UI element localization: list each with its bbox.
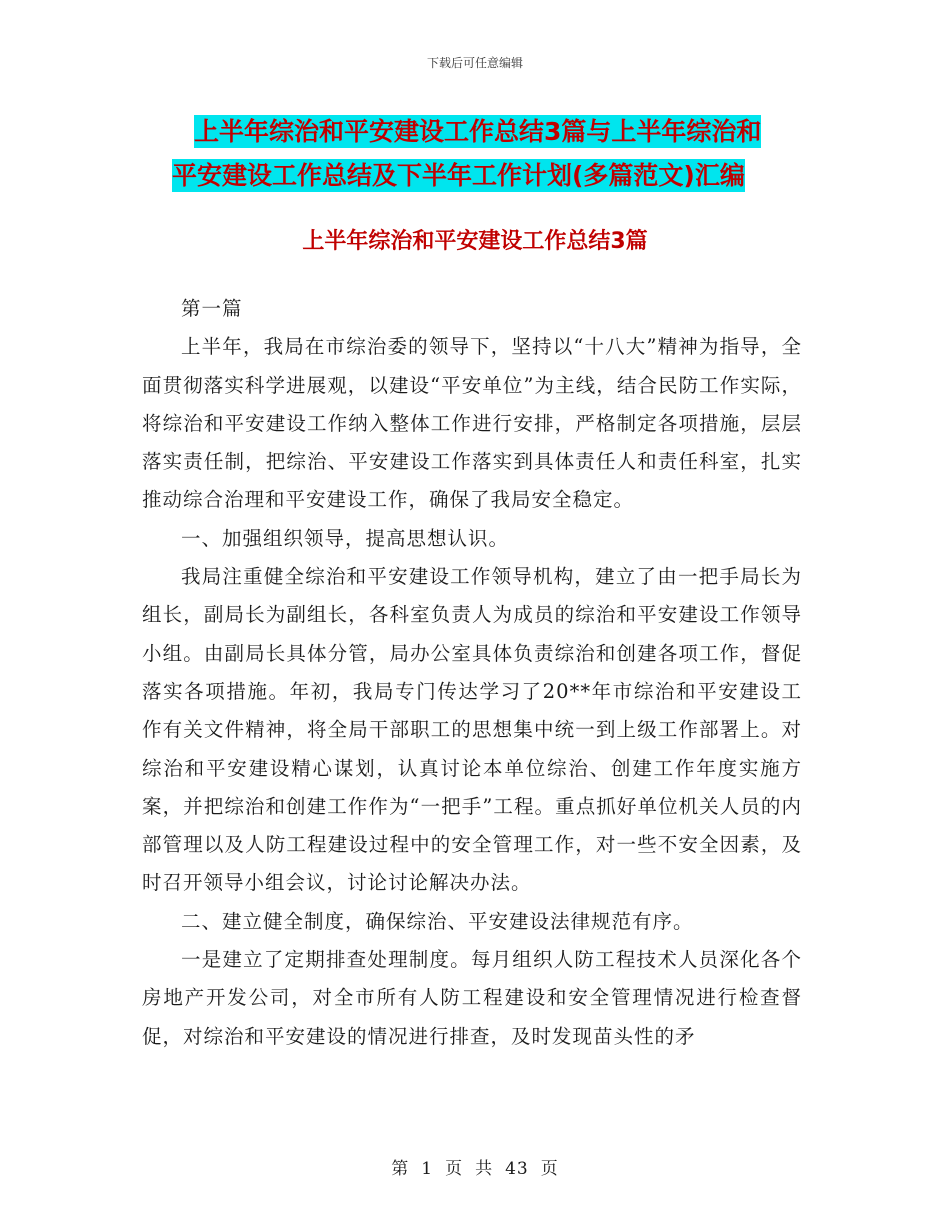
footer-page-unit: 页 bbox=[445, 1159, 464, 1179]
section-title: 上半年综治和平安建设工作总结3篇 bbox=[302, 229, 648, 254]
document-title bbox=[172, 110, 822, 198]
paragraph-body-2: 一是建立了定期排查处理制度。每月组织人防工程技术人员深化各个房地产开发公司，对全市所有人防工程建设和安全管理情况进行检查督促，对综治和平安建设的情况进行排查，及时发现苗头性的矛 bbox=[142, 948, 802, 1048]
page-number: 1 bbox=[421, 1159, 434, 1179]
footer-total-unit: 页 bbox=[540, 1159, 559, 1179]
paragraph-part-heading: 第一篇 bbox=[181, 297, 243, 320]
title-line-1-text: 上半年综治和平安建设工作总结3篇与上半年综治和 bbox=[194, 117, 762, 146]
footer-total-prefix: 共 bbox=[475, 1159, 494, 1179]
page-footer bbox=[0, 1154, 950, 1179]
document-body bbox=[142, 290, 802, 1056]
title-line-1 bbox=[172, 110, 822, 154]
paragraph-intro: 上半年，我局在市综治委的领导下，坚持以“十八大”精神为指导，全面贯彻落实科学进展观，以建设“平安单位”为主线，结合民防工作实际，将综治和平安建设工作纳入整体工作进行安排，严格制定各项措施，层层落实责任制，把综治、平安建设工作落实到具体责任人和责任科室，扎实推动综合治理和平安建设工作，确保了我局安全稳定。 bbox=[142, 335, 802, 512]
header-note: 下载后可任意编辑 bbox=[426, 56, 523, 70]
paragraph-body-1: 我局注重健全综治和平安建设工作领导机构，建立了由一把手局长为组长，副局长为副组长，各科室负责人为成员的综治和平安建设工作领导小组。由副局长具体分管，局办公室具体负责综治和创建各项工作，督促落实各项措施。年初，我局专门传达学习了20**年市综治和平安建设工作有关文件精神，将全局干部职工的思想集中统一到上级工作部署上。对综治和平安建设精心谋划，认真讨论本单位综治、创建工作年度实施方案，并把综治和创建工作作为“一把手”工程。重点抓好单位机关人员的内部管理以及人防工程建设过程中的安全管理工作，对一些不安全因素，及时召开领导小组会议，讨论讨论解决办法。 bbox=[142, 565, 802, 895]
title-line-2-text: 平安建设工作总结及下半年工作计划(多篇范文)汇编 bbox=[172, 161, 745, 190]
paragraph-heading-1: 一、加强组织领导，提高思想认识。 bbox=[181, 526, 510, 550]
total-pages: 43 bbox=[505, 1159, 529, 1179]
title-line-2 bbox=[172, 154, 822, 198]
paragraph-heading-2: 二、建立健全制度，确保综治、平安建设法律规范有序。 bbox=[181, 909, 694, 933]
footer-prefix: 第 bbox=[391, 1159, 410, 1179]
